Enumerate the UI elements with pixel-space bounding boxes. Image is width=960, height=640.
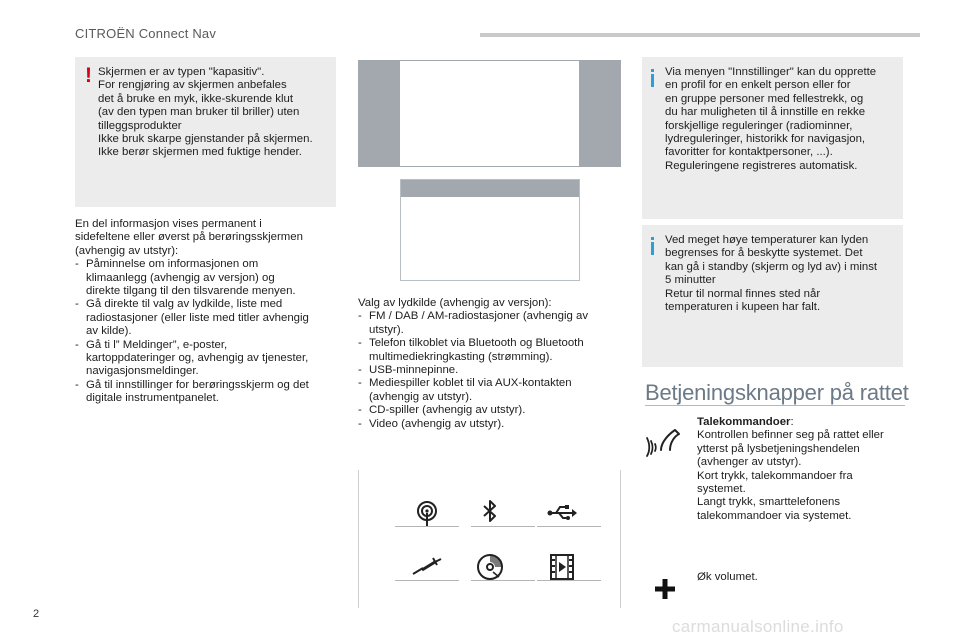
info-line: du har muligheten til å innstille en rekke — [665, 106, 866, 119]
source-list — [358, 310, 623, 431]
list-item — [358, 377, 623, 404]
source-menu-illustration — [400, 179, 580, 281]
info-line: Via menyen "Innstillinger" kan du opprette — [665, 66, 877, 78]
list-line: - Gå ti l” Meldinger”, e-poster, — [86, 338, 228, 351]
list-line: - Gå direkte til valg av lydkilde, liste med — [86, 298, 283, 311]
voice-line: systemet. — [697, 483, 746, 496]
list-item — [75, 298, 345, 338]
list-line: multimediekringkasting (strømming). — [369, 350, 553, 363]
list-item — [358, 418, 623, 431]
list-line: (avhengig av utstyr). — [369, 390, 473, 403]
list-line: - Video (avhengig av utstyr). — [369, 417, 505, 430]
icon-underline — [395, 580, 459, 581]
warning-box — [75, 57, 336, 207]
section-title-rule — [645, 405, 905, 406]
exclamation-warning-icon: ! — [85, 64, 92, 87]
voice-line: Langt trykk, smarttelefonens — [697, 496, 841, 509]
warning-line: Ikke berør skjermen med fuktige hender. — [98, 146, 302, 159]
info-line: forskjellige reguleringer (radiominner, — [665, 119, 853, 132]
list-line: - Telefon tilkoblet via Bluetooth og Bluetooth — [369, 337, 584, 350]
info-line: temperaturen i kupeen har falt. — [665, 301, 821, 314]
info-line: en profil for en enkelt person eller for — [665, 79, 851, 92]
voice-line: Kontrollen befinner seg på rattet eller — [697, 429, 884, 442]
icon-underline — [537, 580, 601, 581]
warning-line: (av den typen man bruker til briller) uten — [98, 106, 300, 119]
left-column — [75, 218, 345, 406]
list-line: - USB-minnepinne. — [369, 364, 459, 377]
warning-line: Skjermen er av typen "kapasitiv". — [98, 66, 265, 78]
middle-column — [358, 297, 623, 431]
voice-label-colon: : — [790, 416, 794, 428]
section-title: Betjeningsknapper på rattet — [645, 380, 909, 405]
source-icons-panel — [358, 470, 621, 608]
info-list — [75, 258, 345, 405]
voice-line: talekommandoer via systemet. — [697, 509, 852, 522]
intro-line: sidefeltene eller øverst på berøringsskjermen — [75, 231, 303, 244]
icon-underline — [471, 526, 535, 527]
list-line: av kilde). — [86, 325, 132, 338]
list-item — [358, 404, 623, 417]
header-rule — [480, 33, 920, 37]
list-line: - FM / DAB / AM-radiostasjoner (avhengig av — [369, 310, 589, 323]
info-line: kan gå i standby (skjerm og lyd av) i minst — [665, 260, 878, 273]
warning-line: tilleggsprodukter — [98, 119, 182, 132]
intro-line: En del informasjon vises permanent i — [75, 218, 262, 230]
warning-line: Ikke bruk skarpe gjenstander på skjermen. — [98, 133, 313, 146]
cd-icon — [473, 550, 507, 584]
voice-label: Talekommandoer — [697, 416, 791, 428]
list-line: - Påminnelse om informasjonen om — [86, 258, 259, 271]
info-line: 5 minutter — [665, 274, 716, 287]
list-item — [75, 339, 345, 379]
voice-line: Kort trykk, talekommandoer fra — [697, 469, 853, 482]
list-line: kartoppdateringer og, avhengig av tjenester, — [86, 352, 309, 365]
list-item — [358, 310, 623, 337]
source-intro: Valg av lydkilde (avhengig av versjon): — [358, 297, 552, 309]
info-line: favoritter for kontaktpersoner, ...). — [665, 146, 833, 159]
watermark: carmanualsonline.info — [672, 617, 844, 636]
page-number: 2 — [33, 608, 40, 620]
icon-underline — [395, 526, 459, 527]
warning-line: For rengjøring av skjermen anbefales — [98, 79, 287, 92]
voice-command-icon — [645, 420, 685, 458]
plus-icon — [654, 578, 676, 600]
info-line: begrenses for å beskytte systemet. Det — [665, 247, 863, 260]
info-line: Retur til normal finnes sted når — [665, 287, 821, 300]
voice-line: ytterst på lysbetjeningshendelen — [697, 442, 860, 455]
list-line: klimaanlegg (avhengig av versjon) og — [86, 271, 275, 284]
list-line: direkte tilgang til den tilsvarende menyen. — [86, 285, 296, 298]
aux-jack-icon — [410, 550, 444, 584]
voice-line: (avhenger av utstyr). — [697, 456, 802, 469]
list-line: - CD-spiller (avhengig av utstyr). — [369, 404, 526, 417]
profile-info-box — [642, 57, 903, 219]
info-line: lydreguleringer, historikk for navigasjon, — [665, 133, 866, 146]
source-menu-header — [401, 180, 579, 197]
info-line: Reguleringene registreres automatisk. — [665, 159, 858, 172]
temperature-info-box — [642, 225, 903, 367]
document-header-title: CITROËN Connect Nav — [75, 26, 217, 41]
icon-underline — [471, 580, 535, 581]
list-line: navigasjonsmeldinger. — [86, 365, 199, 378]
touchscreen-illustration — [358, 60, 621, 167]
icon-underline — [537, 526, 601, 527]
voice-heading — [697, 416, 912, 429]
touchscreen-display — [400, 61, 579, 166]
bluetooth-icon — [473, 496, 507, 530]
voice-command-text — [697, 416, 912, 523]
intro-line: (avhengig av utstyr): — [75, 244, 179, 257]
usb-icon — [545, 496, 579, 530]
volume-up-text: Øk volumet. — [697, 571, 758, 583]
list-item — [75, 379, 345, 406]
video-icon — [545, 550, 579, 584]
list-line: - Mediespiller koblet til via AUX-kontakten — [369, 377, 572, 390]
list-line: digitale instrumentpanelet. — [86, 392, 219, 405]
list-line: radiostasjoner (eller liste med titler avhengig — [86, 311, 309, 324]
warning-line: det å bruke en myk, ikke-skurende klut — [98, 92, 293, 105]
list-item — [358, 337, 623, 364]
info-line: en gruppe personer med fellestrekk, og — [665, 92, 864, 105]
radio-icon — [410, 496, 444, 530]
list-item — [75, 258, 345, 298]
info-line: Ved meget høye temperaturer kan lyden — [665, 234, 869, 246]
list-line: utstyr). — [369, 323, 404, 336]
list-item — [358, 364, 623, 377]
list-line: - Gå til innstillinger for berøringsskjerm og det — [86, 378, 309, 391]
